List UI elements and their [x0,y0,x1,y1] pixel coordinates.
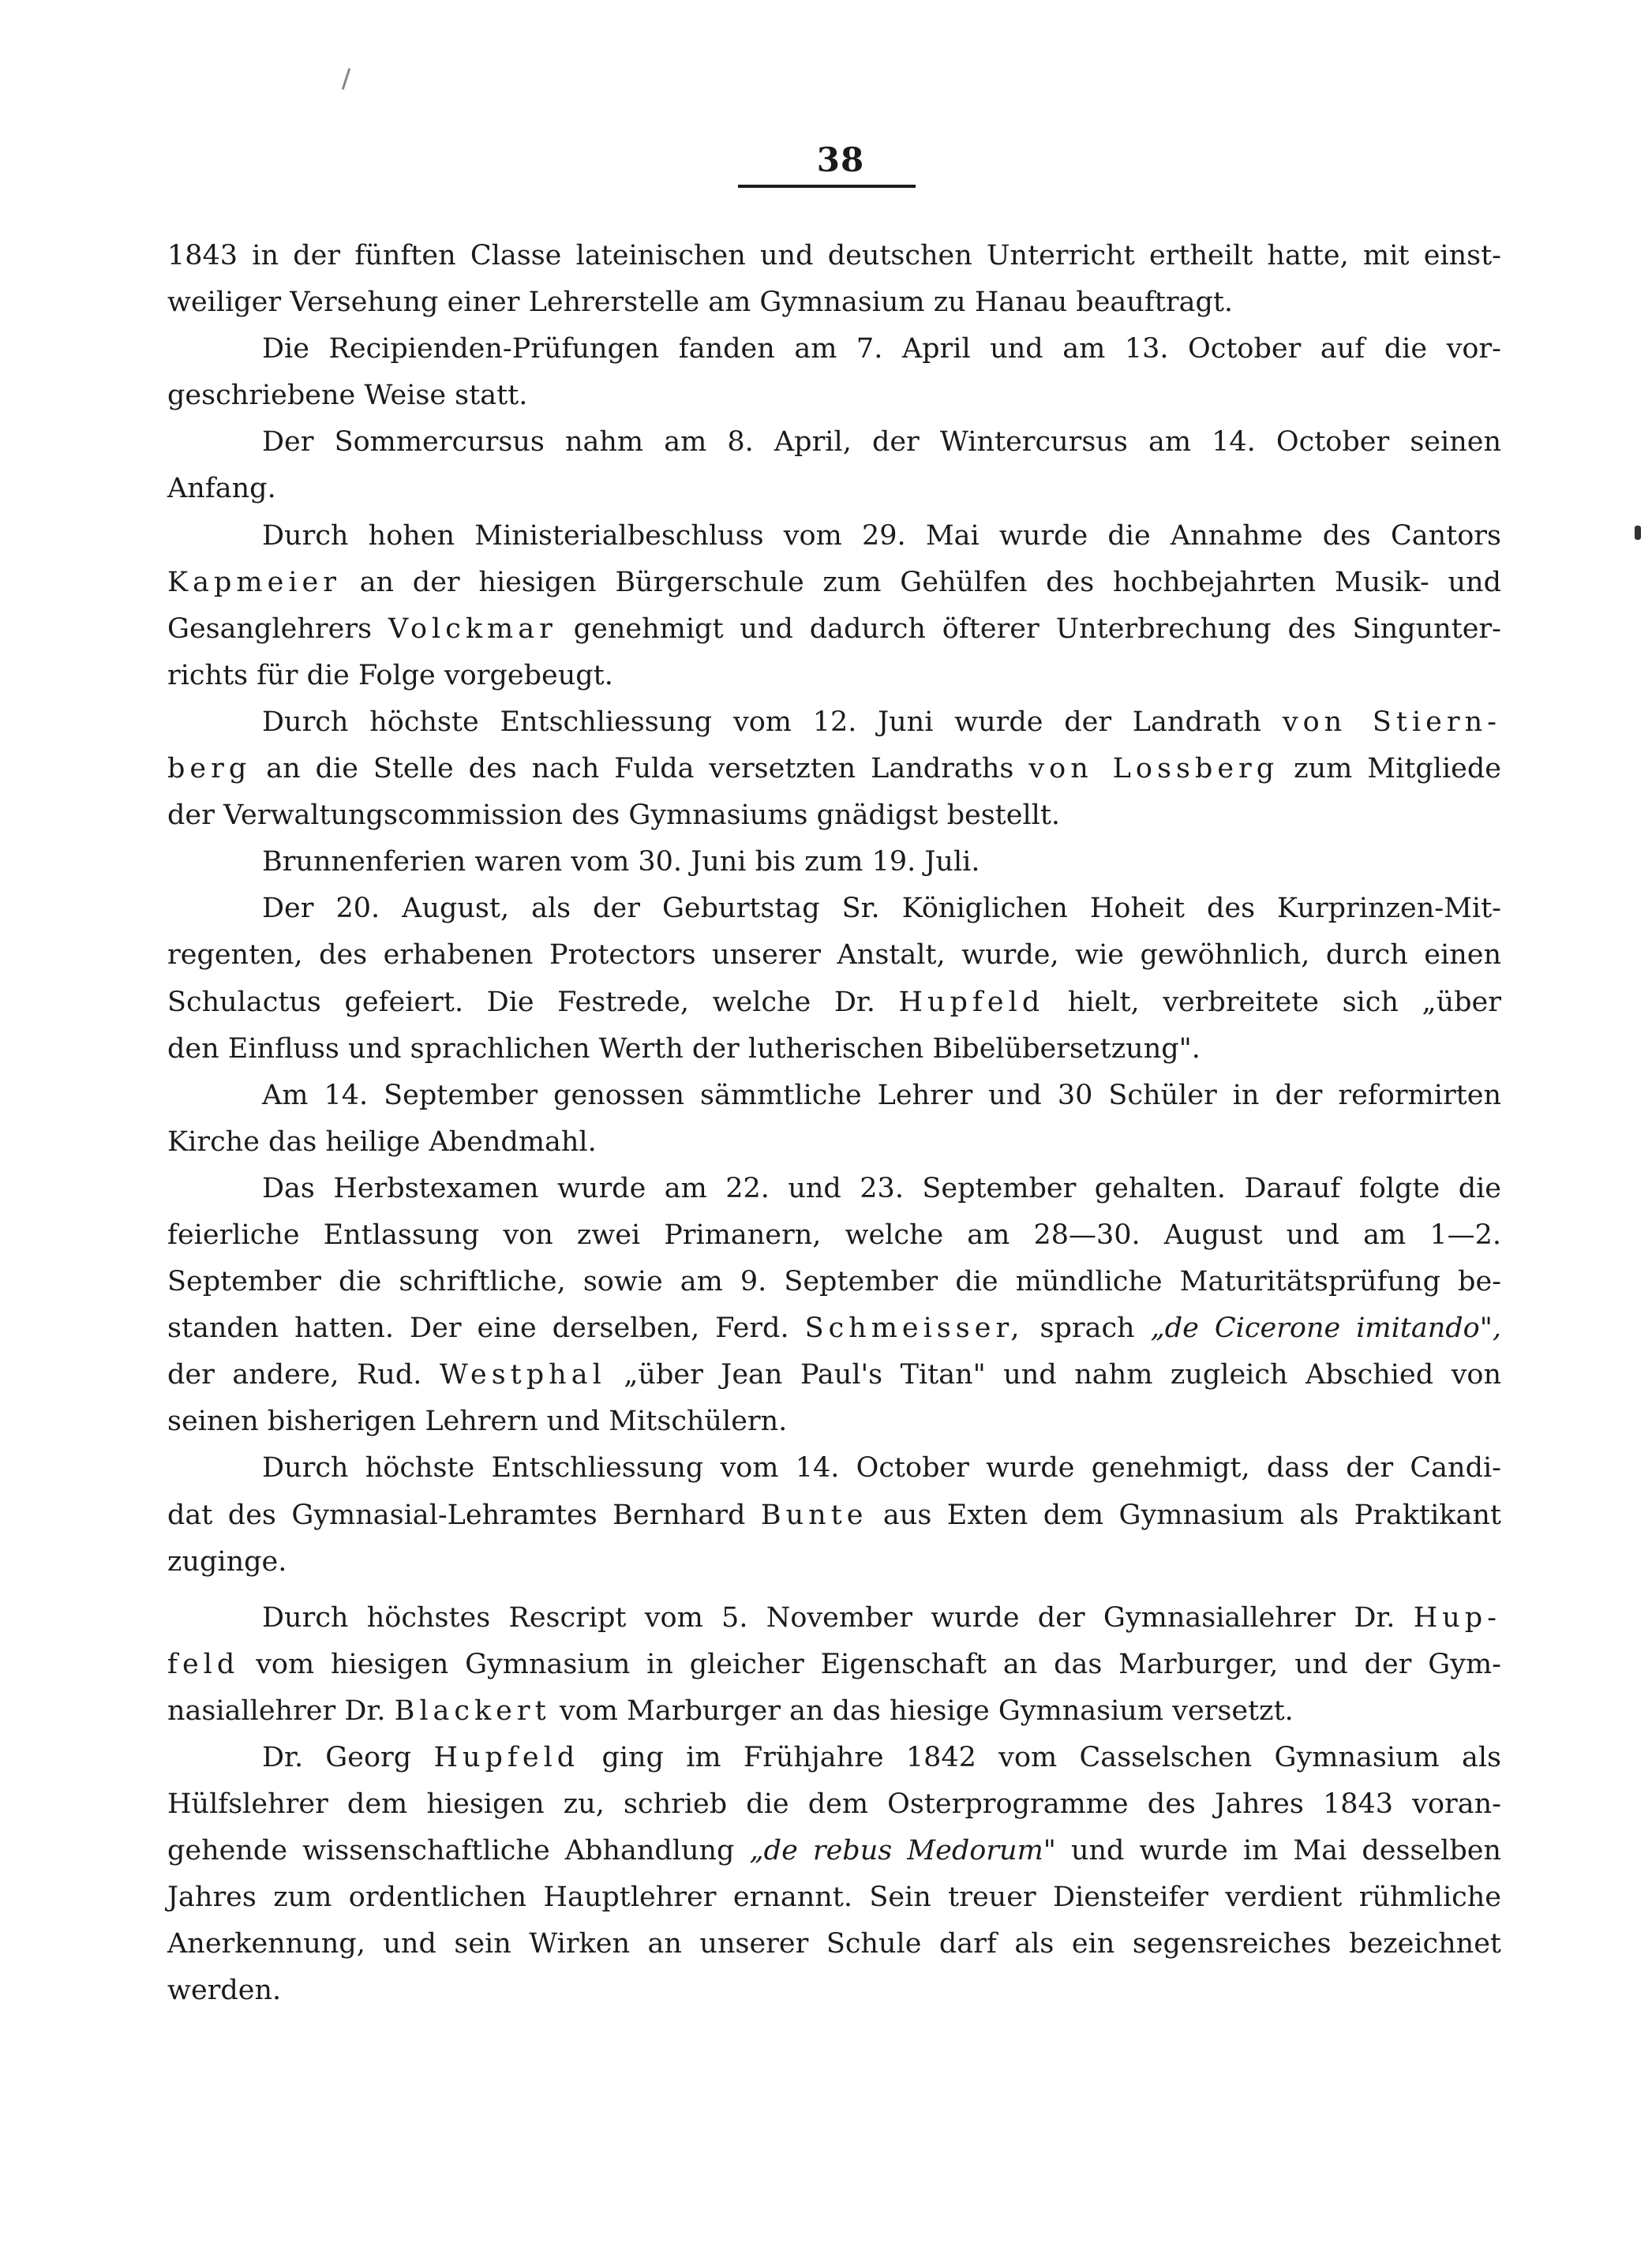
text-line: zuginge. [167,1545,287,1578]
text-line: seinen bisherigen Lehrern und Mitschülern. [167,1406,788,1438]
text-line [167,1735,1501,1781]
text-line: Durch hohen Ministerialbeschluss vom 29. Mai wurde die Annahme des Cantors [262,519,1501,552]
text-line: September die schriftliche, sowie am 9. September die mündliche Maturitätsprüfung be- [167,1266,1501,1298]
quote-span: „über [1422,986,1501,1018]
paragraph-7 [167,886,1501,1072]
margin-mark [1635,526,1641,540]
paragraph-11 [167,1595,1501,1735]
text-line [167,1688,1501,1735]
spaced-name: Kapmeier [167,566,341,598]
text-line [167,1642,1501,1688]
text-span: standen hatten. Der eine derselben, Ferd. [167,1312,789,1345]
text-span: hielt, verbreitete sich [1067,986,1399,1018]
text-line: Am 14. September genossen sämmtliche Lehrer und 30 Schüler in der reformirten [262,1079,1501,1111]
page-number: 38 [816,140,865,179]
text-line: der Verwaltungscommission des Gymnasiums gnädigst bestellt. [167,799,1061,832]
text-span: Durch höchste Entschliessung vom 12. Juni wurde der Landrath [262,706,1262,738]
text-span: dat des Gymnasial-Lehramtes Bernhard [167,1499,746,1531]
text-span: gehende wissenschaftliche Abhandlung [167,1835,735,1867]
text-line [167,1352,1501,1398]
text-span: ging im Frühjahre 1842 vom Casselschen Gymnasium als [601,1742,1501,1773]
text-line: regenten, des erhabenen Protectors unserer Anstalt, wurde, wie gewöhnlich, durch einen [167,939,1501,972]
text-span: der andere, Rud. [167,1359,422,1391]
text-line: Hülfslehrer dem hiesigen zu, schrieb die dem Osterprogramme des Jahres 1843 voran- [167,1788,1501,1821]
text-line [167,606,1501,653]
text-span: Dr. Georg [262,1742,412,1773]
paragraph-1 [167,233,1501,326]
paragraph-12 [167,1735,1501,2015]
paragraph-6 [167,839,1501,886]
text-line: Kirche das heilige Abendmahl. [167,1125,597,1158]
pencil-mark [342,68,351,90]
latin-title: „de rebus Medorum" [749,1835,1056,1867]
text-span: Gesanglehrers [167,612,373,645]
text-line: Anerkennung, und sein Wirken an unserer Schule darf als ein segensreiches bezeichnet [167,1928,1501,1960]
paragraph-9 [167,1166,1501,1446]
text-line: feierliche Entlassung von zwei Primanern, welche am 28—30. August und am 1—2. [167,1219,1501,1251]
text-line: Der Sommercursus nahm am 8. April, der Wintercursus am 14. October seinen [262,426,1501,459]
paragraph-5 [167,699,1501,839]
text-line: Die Recipienden-Prüfungen fanden am 7. April und am 13. October auf die vor- [262,333,1501,365]
spaced-name: Volckmar [388,612,557,645]
text-line [167,1828,1501,1874]
text-line: werden. [167,1975,282,2007]
spaced-name: Hupfeld [433,1742,580,1773]
text-line: Anfang. [167,473,276,505]
text-line: weiliger Versehung einer Lehrerstelle am Gymnasium zu Hanau beauftragt. [167,286,1234,319]
text-line: Brunnenferien waren vom 30. Juni bis zum 19. Juli. [262,846,980,878]
spaced-name: berg [167,753,252,785]
text-span: nasiallehrer Dr. [167,1694,386,1727]
paragraph-10 [167,1445,1501,1585]
text-line [167,1595,1501,1642]
body-text [167,233,1501,2015]
text-line [167,699,1501,746]
spaced-name: Hup- [1413,1601,1501,1634]
text-span: Durch höchstes Rescript vom 5. November wurde der Gymnasiallehrer Dr. [262,1601,1395,1634]
text-span: an die Stelle des nach Fulda versetzten Landraths [266,753,1014,785]
text-span: und nahm zugleich Abschied von [1003,1359,1501,1391]
text-line [167,1305,1501,1352]
spaced-name: Hupfeld [898,986,1045,1018]
text-line: den Einfluss und sprachlichen Werth der lutherischen Bibelübersetzung". [167,1032,1201,1065]
text-span: an der hiesigen Bürgerschule zum Gehülfen des hochbejahrten Musik- und [359,566,1501,598]
text-span: und wurde im Mai desselben [1070,1835,1501,1867]
spaced-name: Westphal [439,1359,606,1391]
latin-title: „de Cicerone imitando", [1150,1312,1501,1345]
paragraph-2 [167,326,1501,419]
text-line: Jahres zum ordentlichen Hauptlehrer ernannt. Sein treuer Diensteifer verdient rühmliche [167,1881,1501,1914]
quote-span: „über Jean Paul's Titan" [624,1359,986,1391]
spaced-name: Blackert [394,1694,551,1727]
text-span: vom hiesigen Gymnasium in gleicher Eigenschaft an das Marburger, und der Gym- [256,1648,1501,1680]
spaced-name: Bunte [760,1499,868,1531]
text-span: sprach [1040,1312,1135,1345]
text-span: vom Marburger an das hiesige Gymnasium versetzt. [559,1694,1294,1727]
text-line [167,1492,1501,1539]
spaced-name: von Stiern- [1282,706,1501,738]
text-line: Durch höchste Entschliessung vom 14. October wurde genehmigt, dass der Candi- [262,1452,1501,1485]
paragraph-8 [167,1073,1501,1166]
text-line: Das Herbstexamen wurde am 22. und 23. September gehalten. Darauf folgte die [262,1172,1501,1204]
text-line: richts für die Folge vorgebeugt. [167,659,613,691]
text-line: Der 20. August, als der Geburtstag Sr. Königlichen Hoheit des Kurprinzen-Mit- [262,893,1501,925]
text-span: genehmigt und dadurch öfterer Unterbrechung des Singunter- [573,612,1501,645]
spaced-name: von Lossberg [1028,753,1279,785]
text-line [167,560,1501,606]
spaced-name: Schmeisser, [804,1312,1025,1345]
text-line [167,979,1501,1026]
text-span: zum Mitgliede [1294,753,1502,785]
text-line [167,746,1501,792]
text-span: Schulactus gefeiert. Die Festrede, welche Dr. [167,986,875,1018]
spaced-name: feld [167,1648,240,1680]
text-span: aus Exten dem Gymnasium als Praktikant [882,1499,1501,1531]
paragraph-4 [167,513,1501,699]
paragraph-3 [167,419,1501,512]
text-line: geschriebene Weise statt. [167,380,528,412]
text-line: 1843 in der fünften Classe lateinischen und deutschen Unterricht ertheilt hatte, mit einst- [167,240,1501,271]
header-rule [738,185,916,188]
